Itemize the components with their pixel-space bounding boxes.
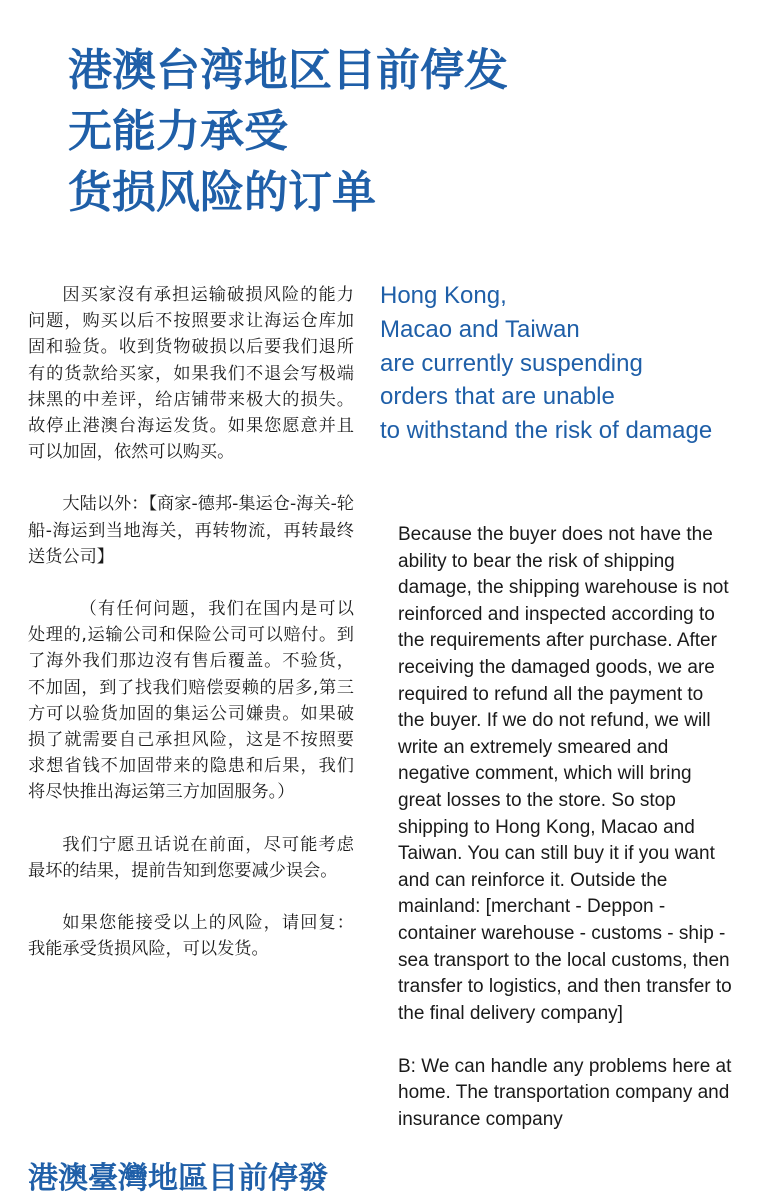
english-heading xyxy=(380,279,775,448)
english-heading-line-5: to withstand the risk of damage xyxy=(380,417,713,445)
english-heading-line-2: Macao and Taiwan xyxy=(380,315,580,343)
chinese-paragraph-2: 大陆以外：【商家-德邦-集运仓-海关-轮船-海运到当地海关，再转物流，再转最终送货公司】 xyxy=(28,494,354,567)
english-heading-line-4: orders that are unable xyxy=(380,383,615,411)
english-paragraph-2: B: We can handle any problems here at home. The transportation company and insurance company xyxy=(398,1055,732,1131)
page-title xyxy=(68,40,508,223)
chinese-paragraph-5: 如果您能接受以上的风险，请回复：我能承受货损风险，可以发货。 xyxy=(28,913,354,960)
traditional-chinese-title: 港澳臺灣地區目前停發 xyxy=(28,1161,328,1196)
title-line-3: 货损风险的订单 xyxy=(68,167,376,218)
chinese-paragraph-4: 我们宁愿丑话说在前面，尽可能考虑最坏的结果，提前告知到您要减少误会。 xyxy=(28,834,354,881)
chinese-paragraph-1: 因买家沒有承担运输破损风险的能力问题，购买以后不按照要求让海运仓库加固和验货。收到货物破损以后要我们退所有的货款给买家，如果我们不退会写极端抹黑的中差评，给店铺带来极大的损失。故停止港澳台海运发货。如果您愿意并且可以加固，依然可以购买。 xyxy=(28,285,354,463)
english-heading-line-1: Hong Kong, xyxy=(380,282,507,309)
english-paragraph-1: Because the buyer does not have the ability to bear the risk of shipping damage, the shipping warehouse is not reinforced and inspected according to the requirements after purchase. After receiving the damaged goods, we are required to refund all the payment to the buyer. If we do not refund, we will write an extremely smeared and negative comment, which will bring great losses to the store. So stop shipping to Hong Kong, Macao and Taiwan. You can still buy it if you want and can reinforce it. Outside the mainland: [merchant - Deppon - container warehouse - customs - ship - sea transport to the local customs, then transfer to logistics, and then transfer to the final delivery company] xyxy=(398,524,732,1024)
english-notice-column xyxy=(398,522,734,1160)
title-line-1: 港澳台湾地区目前停发 xyxy=(68,45,508,96)
english-heading-line-3: are currently suspending xyxy=(380,349,643,377)
chinese-notice-column xyxy=(28,282,354,988)
title-line-2: 无能力承受 xyxy=(68,106,288,157)
chinese-paragraph-3: （有任何问题，我们在国内是可以处理的,运输公司和保险公司可以赔付。到了海外我们那边沒有售后覆盖。不验货，不加固，到了找我们赔偿耍赖的居多,第三方可以验货加固的集运公司嫌贵。如果破损了就需要自己承担风险，这是不按照要求想省钱不加固带来的隐患和后果，我们将尽快推出海运第三方加固服务。） xyxy=(28,599,354,803)
